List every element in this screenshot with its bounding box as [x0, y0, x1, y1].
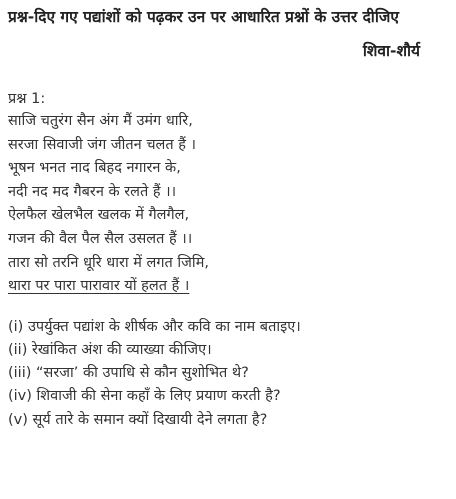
verse-line: गजन की वैल पैल सैल उसलत हैं ।।	[8, 230, 193, 247]
verse-line-underlined: थारा पर पारा पारावार यों हलत हैं ।	[8, 278, 190, 295]
verse-line: साजि चतुरंग सैन अंग मैं उमंग धारि,	[8, 113, 193, 129]
question-item: (iii) “सरजा’ की उपाधि से कौन सुशोभित थे?	[8, 365, 249, 382]
verse-line: सरजा सिवाजी जंग जीतन चलत हैं ।	[8, 136, 197, 153]
question-item: (ii) रेखांकित अंश की व्याख्या कीजिए।	[8, 341, 212, 358]
question-item: (v) सूर्य तारे के समान क्यों दिखायी देने लगता है?	[8, 411, 268, 428]
verse-line: भूषन भनत नाद बिहद नगारन के,	[8, 160, 181, 177]
instruction-heading: प्रश्न-दिए गए पद्यांशों को पढ़कर उन पर आधारित प्रश्नों के उत्तर दीजिए	[8, 8, 399, 26]
poem-title: शिवा-शौर्य	[362, 42, 420, 60]
verse-block	[8, 110, 448, 299]
verse-line: तारा सो तरनि धूरि धारा में लगत जिमि,	[8, 254, 209, 271]
verse-line: ऐलफैल खेलभैल खलक में गैलगैल,	[8, 207, 190, 224]
question-list	[8, 316, 448, 432]
question-item: (i) उपर्युक्त पद्यांश के शीर्षक और कवि का नाम बताइए।	[8, 318, 301, 335]
question-label: प्रश्न 1:	[8, 91, 46, 107]
verse-line: नदी नद मद गैबरन के रलते हैं ।।	[8, 183, 177, 200]
question-item: (iv) शिवाजी की सेना कहाँ के लिए प्रयाण करती है?	[8, 388, 281, 405]
